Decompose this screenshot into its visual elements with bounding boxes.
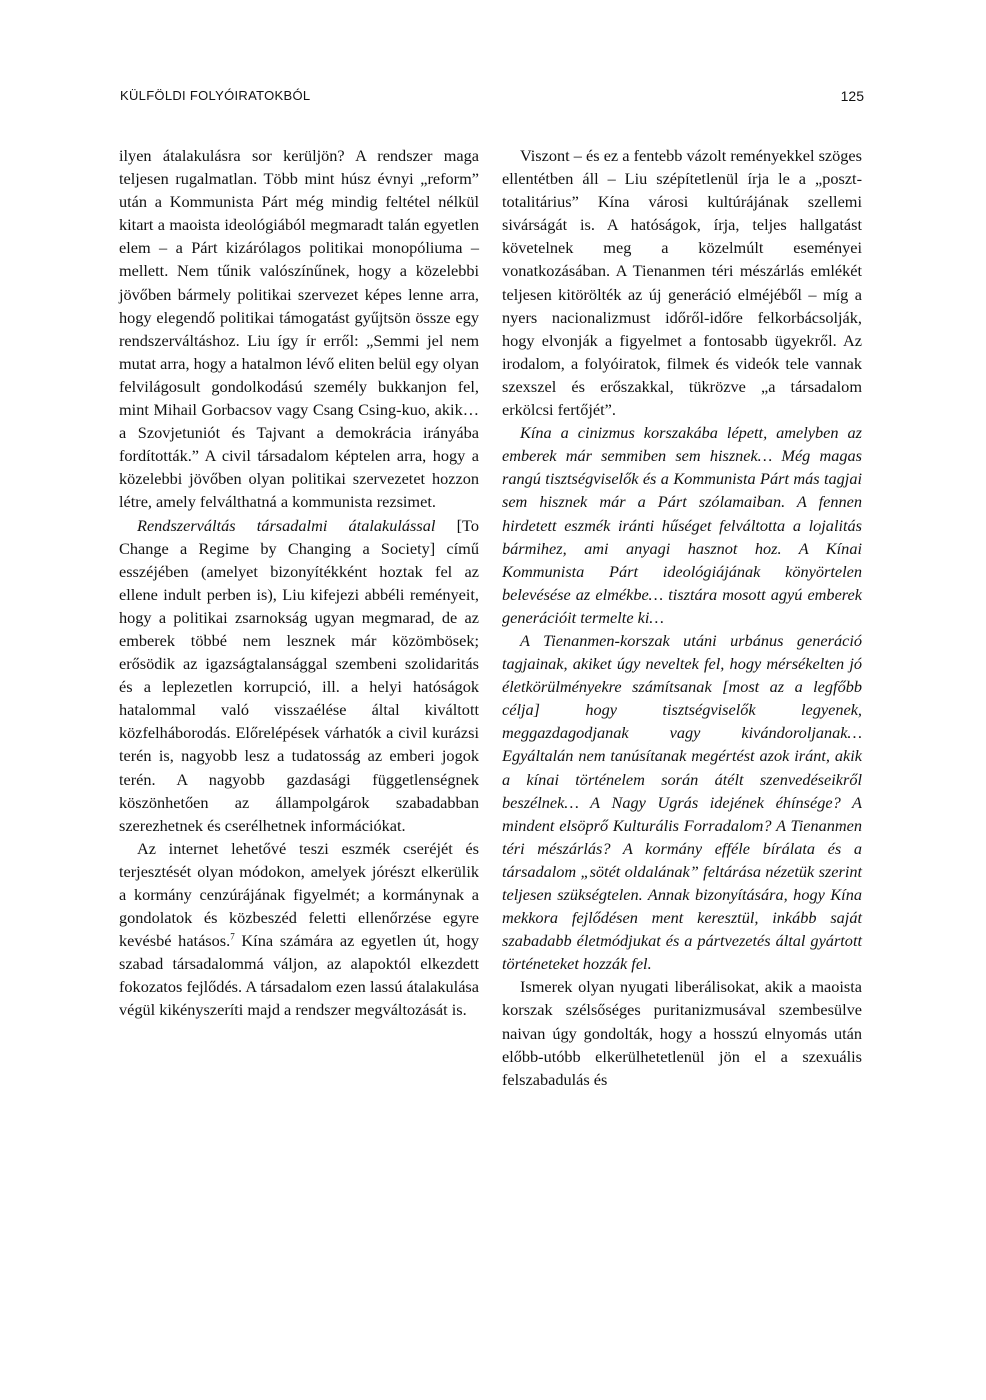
running-head: KÜLFÖLDI FOLYÓIRATOKBÓL: [120, 88, 311, 103]
paragraph: Viszont – és ez a fentebb vázolt reményekkel szöges ellentétben áll – Liu szépítetlenül írja le a „poszt-totalitárius” Kína városi kultúrájának szellemi sivárságát is. A hatóságok, írja, teljes hallgatást követelnek meg a közelmúlt eseményei vonatkozásában. A Tienanmen téri mészárlás emlékét teljesen kitörölték az új generáció elméjéből – míg a nyers nacionalizmust időről-időre felkorbácsolják, hogy elvonják a figyelmet a fontosabb ügyekről. Az irodalom, a folyóiratok, filmek és videók tele vannak szexszel és erőszakkal, tükrözve „a társadalom erkölcsi fertőjét”.: [502, 146, 862, 420]
paragraph-text: [To Change a Regime by Changing a Society] című esszéjében (amelyet bizonyítékként hoztak fel az ellene indult perben is), Liu kifejezi abbéli reményeit, hogy a politikai zsarnokság ugyan megmarad, de az emberek többé nem lesznek már közömbösek; erősödik az igazságtalansággal szembeni szolidaritás és a leplezetlen korrupció, ill. a helyi hatóságok hatalommal való visszaélése által kiváltott közfelháborodás. Előrelépések várhatók a civil kurázsi terén is, nagyobb lesz a tudatosság az emberi jogok terén. A nagyobb gazdasági függetlenségnek köszönhetően az állampolgárok szabadabban szerezhetnek és cserélhetnek információkat.: [119, 515, 479, 835]
paragraph-text: Az internet lehetővé teszi eszmék cseréjét és terjesztését olyan módokon, amelyek jórészt elkerülik a kormány cenzúrájának figyelmét; a kormánynak a gondolatok és közbeszéd feletti ellenőrzése egyre kevésbé hatásos.: [119, 838, 479, 951]
paragraph: [119, 837, 479, 1022]
page-header: [120, 88, 864, 108]
page-number: 125: [840, 88, 864, 104]
essay-title: Rendszerváltás társadalmi átalakulással: [137, 515, 436, 535]
footnote-ref[interactable]: 7: [230, 931, 235, 942]
right-column: [502, 144, 862, 1091]
paragraph: Ismerek olyan nyugati liberálisokat, akik a maoista korszak szélsőséges puritanizmusával szembesülve naivan úgy gondolták, hogy a hosszú elnyomás után előbb-utóbb elkerülhetetlenül jön el a szexuális felszabadulás és: [502, 977, 862, 1089]
left-column: [119, 144, 479, 1022]
paragraph: [119, 514, 479, 837]
block-quote: Kína a cinizmus korszakába lépett, amelyben az emberek már semmiben sem hisznek… Még magas rangú tisztségviselők és a Kommunista Párt más tagjai sem hisznek már a Párt szólamaiban. A fennen hirdetett eszmék iránti hűséget felváltotta a lojalitás bármihez, ami anyagi hasznot hoz. A Kínai Kommunista Párt ideológiájának könyörtelen belevésése az elmékbe… tisztára mosott agyú emberek generációit termelte ki…: [502, 423, 862, 627]
block-quote: A Tienanmen-korszak utáni urbánus generáció tagjainak, akiket úgy neveltek fel, hogy mérsékelten jó életkörülményekre számítsanak [most az a legfőbb célja] hogy tisztségviselők legyenek, meggazdagodjanak vagy kivándoroljanak… Egyáltalán nem tanúsítanak megértést azok iránt, akik a kínai történelem során átélt szenvedéseikről beszélnek… A Nagy Ugrás idejének éhínsége? A mindent elsöprő Kulturális Forradalom? A Tienanmen téri mészárlás? A kormány efféle bírálata és a társadalom „sötét oldalának” feltárása nézetük szerint teljesen szükségtelen. Annak bizonyítására, hogy Kína mekkora fejlődésen ment keresztül, inkább saját szabadabb életmódjukat és a pártvezetés által gyártott történeteket hozzák fel.: [502, 630, 862, 974]
paragraph-text: Kína számára az egyetlen út, hogy szabad társadalommá váljon, az alapoktól elkezdett fokozatos fejlődés. A társadalom ezen lassú átalakulása végül kikényszeríti majd a rendszer megváltozását is.: [119, 931, 480, 1020]
paragraph: ilyen átalakulásra sor kerüljön? A rendszer maga teljesen rugalmatlan. Több mint húsz évnyi „reform” után a Kommunista Párt még mindig feltétel nélkül kitart a maoista ideológiából megmaradt talán egyetlen elem – a Párt kizárólagos politikai monopóliuma – mellett. Nem tűnik valószínűnek, hogy a közelebbi jövőben bármely politikai szervezet képes lenne arra, hogy elegendő politikai támogatást gyűjtsön össze egy rendszerváltáshoz. Liu így ír erről: „Semmi jel nem mutat arra, hogy a hatalmon lévő eliten belül egy olyan felvilágosult gondolkodású személy bukkanjon fel, mint Mihail Gorbacsov vagy Csang Csing-kuo, akik… a Szovjetuniót és Tajvant a demokrácia irányába fordították.” A civil társadalom képtelen arra, hogy a közelebbi jövőben olyan politikai szervezetet hozzon létre, amely felválthatná a kommunista rezsimet.: [119, 146, 479, 512]
